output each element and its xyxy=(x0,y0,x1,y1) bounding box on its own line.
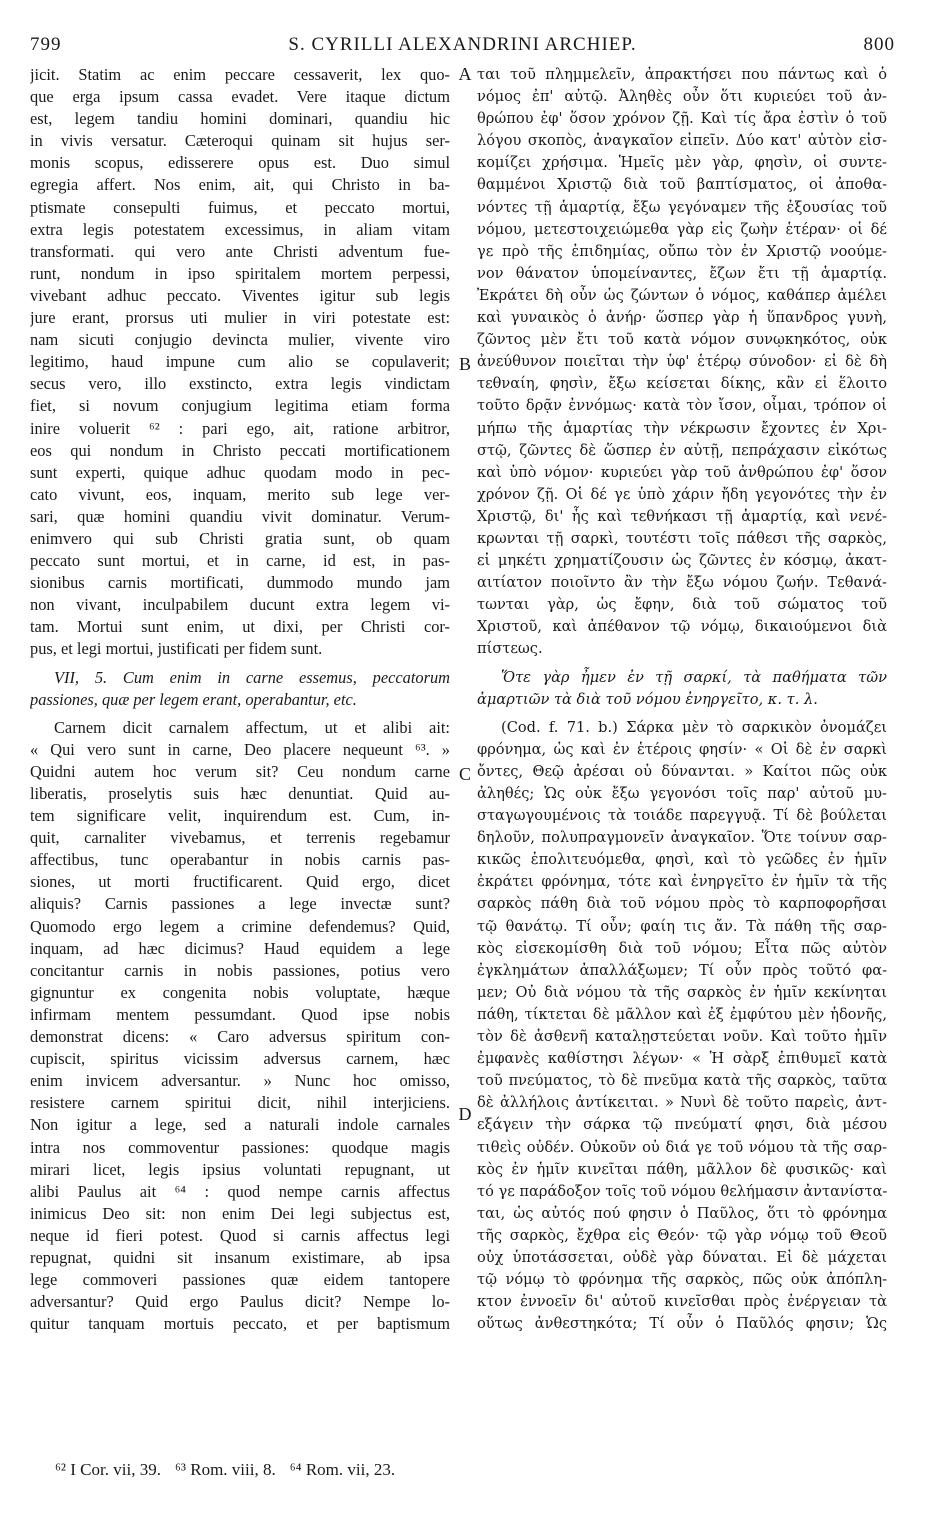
greek-text-line: νόντες τῇ ἁμαρτίᾳ, ἔξω γεγόναμεν τῆς ἐξουσίας τοῦ xyxy=(477,198,887,216)
footnote: ⁶² I Cor. vii, 39. xyxy=(55,1460,161,1479)
latin-text-line: quitur tanquam mortuis peccato, et per baptismum xyxy=(30,1314,450,1334)
greek-text-line: δηλοῦν, πολυπραγμονεῖν ἀναγκαῖον. Ὅτε τοίνυν σαρ- xyxy=(477,829,887,847)
latin-text-line: liberatis, proselytis suis hæc denuntiat. Quid au- xyxy=(30,784,450,803)
greek-section-heading: Ὅτε γὰρ ἦμεν ἐν τῇ σαρκί, τὰ παθήματα τῶν xyxy=(501,668,887,686)
latin-text-line: secus vero, illo exstincto, extra legis vindictam xyxy=(30,374,450,394)
greek-text-line: οὐχ ὑποτάσσεται, οὐδὲ γὰρ δύναται. Εἰ δὲ μάχεται xyxy=(477,1248,887,1266)
greek-text-line: κρωνται τῇ σαρκὶ, τουτέστι τοῖς πάθεσι τῆς σαρκὸς, xyxy=(477,529,887,547)
latin-text-line: est, legem tandiu homini dominari, quandiu hic xyxy=(30,109,450,129)
latin-text-line: lege commoveri passiones quæ eidem tantopere xyxy=(30,1270,450,1290)
greek-text-line: ται, ὡς αὐτός πού φησιν ὁ Παῦλος, ὅτι τὸ φρόνημα xyxy=(477,1204,887,1222)
greek-section-heading: ἁμαρτιῶν τὰ διὰ τοῦ νόμου ἐνηργεῖτο, κ. τ. λ. xyxy=(477,690,818,708)
latin-text-line: sunt experti, quique adhuc quodam modo in pec- xyxy=(30,462,450,482)
latin-text-line: extra legis potestatem excessimus, in aliam vitam xyxy=(30,219,450,239)
greek-text-line: φρόνημα, ὡς καὶ ἐν ἑτέροις φησίν· « Οἱ δὲ ἐν σαρκὶ xyxy=(477,740,887,758)
greek-text-line: (Cod. f. 71. b.) Σάρκα μὲν τὸ σαρκικὸν ὀνομάζει xyxy=(501,718,887,736)
latin-text-line: inire voluerit ⁶² : pari ego, ait, ratione arbitror, xyxy=(30,418,450,438)
margin-marker: D xyxy=(458,1104,472,1124)
latin-text-line: ptismate consepulti fuimus, et peccato mortui, xyxy=(30,197,450,217)
latin-text-line: Quidni autem hoc verum sit? Ceu nondum carne xyxy=(30,761,450,781)
greek-text-line: τωνται γὰρ, ὡς ἔφην, διὰ τοῦ σώματος τοῦ xyxy=(477,596,887,614)
greek-text-line: Ἐκράτει δὴ οὖν ὡς ζώντων ὁ νόμος, καθάπερ ἀμέλει xyxy=(477,286,887,304)
running-title: S. CYRILLI ALEXANDRINI ARCHIEP. xyxy=(288,34,637,55)
greek-text-line: νόμος ἐπ' αὐτῷ. Ἀληθὲς οὖν ὅτι κυριεύει τοῦ ἀν- xyxy=(477,88,887,106)
latin-text-line: affectibus, tunc operabantur in nobis carnis pas- xyxy=(30,850,450,870)
greek-text-line: κὸς ἐν ἡμῖν κινεῖται πάθη, μᾶλλον δὲ φυσικῶς· καὶ xyxy=(477,1160,887,1178)
page-header xyxy=(30,30,895,60)
latin-text-line: vivebant adhuc peccato. Viventes igitur sub legis xyxy=(30,285,450,305)
latin-text-line: in vivis versatur. Cæteroqui quinam sit hujus ser- xyxy=(30,131,450,151)
latin-text-line: neque id fieri potest. Quod si carnis affectus legi xyxy=(30,1225,450,1245)
latin-text-line: tam. Mortui sunt enim, ut dixi, per Christi cor- xyxy=(30,617,450,637)
latin-text-line: alibi Paulus ait ⁶⁴ : quod nempe carnis affectus xyxy=(30,1181,450,1201)
margin-marker: B xyxy=(458,354,471,374)
greek-text-line: τοῦ πνεύματος, τὸ δὲ πνεῦμα κατὰ τῆς σαρκὸς, ταῦτα xyxy=(477,1072,887,1090)
latin-text-line: runt, nondum in ipso spiritalem mortem perpessi, xyxy=(30,263,450,283)
greek-text-line: μεν; Οὐ διὰ νόμου τὰ τῆς σαρκὸς ἐν ἡμῖν κεκίνηται xyxy=(477,983,887,1001)
greek-text-line: Χριστοῦ, καὶ ἀπέθανον τῷ νόμῳ, δικαιούμενοι διὰ xyxy=(477,618,887,636)
latin-text-line: egregia affert. Nos enim, ait, qui Christo in ba- xyxy=(30,175,450,195)
greek-text-line: ἐμφανὲς καθίστησι λέγων· « Ἡ σὰρξ ἐπιθυμεῖ κατὰ xyxy=(477,1050,887,1068)
latin-text-line: cato vivunt, eos, inquam, merito sub lege ver- xyxy=(30,484,450,504)
footnotes xyxy=(55,1460,555,1480)
latin-text-line: gignuntur ex congenita nobis voluptate, hæque xyxy=(30,982,450,1002)
latin-text-line: mirari licet, legis ipsius voluntati repugnant, ut xyxy=(30,1159,450,1179)
latin-text-line: Carnem dicit carnalem affectum, ut et alibi ait: xyxy=(54,717,450,737)
greek-text-line: κικῶς ἐπολιτευόμεθα, φησὶ, καὶ τὸ γεῶδες ἐν ἡμῖν xyxy=(477,851,887,869)
latin-text-line: enim invicem adversantur. » Nunc hoc omisso, xyxy=(30,1071,450,1091)
latin-section-heading: VII, 5. Cum enim in carne essemus, peccatorum xyxy=(54,667,450,687)
latin-text-line: repugnat, quidni sit insanum existimare, ab ipsa xyxy=(30,1247,450,1267)
greek-text-line: κὸς εἰσεκομίσθη διὰ τοῦ νόμου; Εἶτα πῶς αὐτὸν xyxy=(477,939,887,957)
greek-text-line: νόμου, μετεστοιχειώμεθα γὰρ εἰς ζωὴν ἑτέραν· οἱ δέ xyxy=(477,220,887,238)
latin-text-line: resistere carnem spiritui dicit, nihil interjiciens. xyxy=(30,1093,450,1113)
latin-section-heading: passiones, quæ per legem erant, operabantur, etc. xyxy=(30,689,357,709)
latin-text-line: fiet, si novum conjugium legitima etiam forma xyxy=(30,396,450,416)
greek-text-line: Χριστῷ, δι' ἧς καὶ τεθνήκασι τῇ ἁμαρτίᾳ, καὶ νενέ- xyxy=(477,507,887,525)
latin-text-line: jure erant, prorsus uti mulier in viri potestate est: xyxy=(30,308,450,328)
greek-text-line: τῆς σαρκὸς, ἔχθρα εἰς Θεόν· τῷ γὰρ νόμῳ τοῦ Θεοῦ xyxy=(477,1226,887,1244)
greek-text-line: οὕτως ἀνθεστηκότα; Τί οὖν ὁ Παῦλός φησιν; Ὡς xyxy=(477,1315,887,1333)
greek-text-line: τό γε παράδοξον τοῖς τοῦ νόμου θελήμασιν ἀντανίστα- xyxy=(477,1182,887,1200)
greek-text-line: γε πρὸ τῆς ἐπιδημίας, οὔπω τὸν ἐν Χριστῷ νοούμε- xyxy=(477,242,887,260)
margin-marker: C xyxy=(458,764,471,784)
greek-text-line: τεθναίη, φησὶν, ἔξω κείσεται δίκης, κἂν εἰ ἕλοιτο xyxy=(477,375,887,393)
latin-text-line: inquam, ad hæc dicimus? Haud equidem a lege xyxy=(30,938,450,958)
greek-text-line: χρόνον ζῇ. Οἱ δέ γε ὑπὸ χάριν ἤδη γεγονότες τὴν ἐν xyxy=(477,485,887,503)
latin-text-line: adversantur? Quid ergo Paulus dicit? Nempe lo- xyxy=(30,1292,450,1312)
latin-text-line: pus, et legi mortui, justificati per fidem sunt. xyxy=(30,639,323,659)
greek-text-line: καὶ γυναικὸς ὁ ἀνήρ· ὥσπερ γὰρ ἡ ὕπανδρος γυνὴ, xyxy=(477,309,887,327)
greek-text-line: ται τοῦ πλημμελεῖν, ἀπρακτήσει που πάντως καὶ ὁ xyxy=(477,66,887,83)
latin-text-line: Non igitur a lege, sed a naturali indole carnales xyxy=(30,1115,450,1135)
greek-text-line: πίστεως. xyxy=(477,640,543,658)
latin-text-line: « Qui vero sunt in carne, Deo placere nequeunt ⁶³. » xyxy=(30,739,450,759)
latin-text-line: monis scopus, edisserere opus est. Duo simul xyxy=(30,153,450,173)
latin-text-line: que erga ipsum cassa evadet. Vere itaque dictum xyxy=(30,87,450,107)
latin-text-line: siones, ut morti fructificarent. Quid ergo, dicet xyxy=(30,872,450,892)
greek-text-line: τῷ νόμῳ τὸ φρόνημα τῆς σαρκὸς, πῶς οὐκ ἀπόπλη- xyxy=(477,1271,887,1289)
latin-text-line: enimvero qui sub Christi gratia sunt, ob quam xyxy=(30,528,450,548)
latin-text-line: legitimo, haud impune cum alio se copulaverit; xyxy=(30,352,450,372)
greek-text-line: θαμμένοι Χριστῷ διὰ τοῦ βαπτίσματος, οἱ ἀποθα- xyxy=(477,176,887,194)
latin-text-line: non vivant, inculpabilem ducunt extra legem vi- xyxy=(30,595,450,615)
greek-text-line: τὸν δὲ ἀσθενῆ καταλῃστεύεται νοῦν. Καὶ τοῦτο ἡμῖν xyxy=(477,1028,887,1046)
greek-text-line: εξάγειν τὴν σάρκα τῷ πνεύματί φησι, διὰ μέσου xyxy=(477,1116,887,1134)
page-number-left: 799 xyxy=(30,34,62,55)
greek-text-line: τιθεὶς οὐδέν. Οὐκοῦν οὐ διά γε τοῦ νόμου τὰ τῆς σαρ- xyxy=(477,1138,887,1156)
latin-text-line: tem significare velit, inquirendum est. Cum, in- xyxy=(30,806,450,826)
greek-text-line: ζῶντος μὲν ἔτι τοῦ κατὰ νόμον συνῳκηκότος, οὐκ xyxy=(477,331,887,349)
greek-text-line: αιτίατον ποιοῖντο ἂν τὴν ἔξω νόμου ζωήν. Τεθανά- xyxy=(477,574,887,592)
greek-text-line: θρώπου ἐφ' ὅσον χρόνον ζῇ. Καὶ τίς ἄρα ἐστὶν ὁ τοῦ xyxy=(477,110,887,128)
latin-text-line: intra nos commoventur passiones: quodque magis xyxy=(30,1137,450,1157)
greek-text-line: τῷ θανάτῳ. Τί οὖν; φαίη τις ἄν. Τὰ πάθη τῆς σαρ- xyxy=(477,917,887,935)
greek-text-line: ἀνεύθυνον ποιεῖται τὴν ὑφ' ἑτέρῳ σύνοδον· εἰ δὲ δὴ xyxy=(477,353,887,371)
footnote: ⁶⁴ Rom. vii, 23. xyxy=(289,1460,396,1479)
latin-text-line: Quomodo ergo legem a crimine defendemus? Quid, xyxy=(30,916,450,936)
greek-text-line: κτον ἐννοεῖν δι' αὐτοῦ κινεῖσθαι πρὸς ἐνέργειαν τὰ xyxy=(477,1293,887,1311)
greek-text-line: νον θάνατον ὑπομείναντες, ἔζων ἔτι τῇ ἁμαρτίᾳ. xyxy=(477,264,887,282)
greek-text-line: σαρκὸς πάθη διὰ τοῦ νόμου πρὸς τὸ καρποφορῆσαι xyxy=(477,895,887,913)
latin-text-line: sionibus carnis mortificati, dummodo mundo jam xyxy=(30,573,450,593)
latin-text-line: infirmam mentem pessumdant. Quod ipse nobis xyxy=(30,1004,450,1024)
latin-text-line: sari, quæ homini quandiu vivit dominatur. Verum- xyxy=(30,506,450,526)
greek-text-line: ἐκράτει φρόνημα, τότε καὶ ἐνηργεῖτο ἐν ἡμῖν τὰ τῆς xyxy=(477,873,887,891)
greek-text-line: ἐγκλημάτων ἀπαλλάξωμεν; Τί οὖν πρὸς τοῦτό φα- xyxy=(477,961,887,979)
greek-text-line: λόγου σκοπὸς, ἀναγκαῖον εἰπεῖν. Δύο κατ' αὐτὸν εἰσ- xyxy=(477,132,887,150)
latin-text-line: quit, carnaliter vivebamus, et terrenis regebamur xyxy=(30,828,450,848)
greek-text-line: τοῦτο δρᾷν ἐννόμως· κατὰ τὸν ἴσον, οἶμαι, τρόπον οἱ xyxy=(477,397,887,415)
page-number-right: 800 xyxy=(863,34,895,55)
greek-text-line: δὲ ἀλλήλοις ἀντίκειται. » Νυνὶ δὲ τοῦτο παρεὶς, ἀντ- xyxy=(477,1094,887,1112)
latin-text-line: aliquis? Carnis passiones a lege invectæ sunt? xyxy=(30,894,450,914)
footnote: ⁶³ Rom. viii, 8. xyxy=(174,1460,276,1479)
margin-marker: A xyxy=(458,64,472,84)
latin-text-line: cupiscit, spiritus vicissim adversus carnem, hæc xyxy=(30,1049,450,1069)
latin-text-line: eos qui nondum in Christo peccati mortificationem xyxy=(30,440,450,460)
latin-text-line: concitantur carnis in nobis passiones, potius vero xyxy=(30,960,450,980)
greek-text-line: ὄντες, Θεῷ ἀρέσαι οὐ δύνανται. » Καίτοι πῶς οὐκ xyxy=(477,762,887,780)
greek-text-line: κομίζει χρήσιμα. Ἡμεῖς μὲν γὰρ, φησὶν, οἱ συντε- xyxy=(477,154,887,172)
latin-text-line: transformati. qui vero ante Christi adventum fue- xyxy=(30,241,450,261)
latin-text-line: inimicus Deo sit: non enim Dei legi subjectus est, xyxy=(30,1203,450,1223)
greek-text-line: ἀληθές; Ὡς οὐκ ἔξω γεγονόσι τοῖς παρ' αὐτοῦ μυ- xyxy=(477,785,887,802)
latin-text-line: peccato sunt mortui, et in carne, id est, in pas- xyxy=(30,551,450,571)
greek-text-line: σταγωγουμένοις τὰ τοιάδε παρεγγυᾷ. Τί δὲ βούλεται xyxy=(477,807,887,825)
greek-text-line: πάθη, τίκτεται δὲ μᾶλλον καὶ ἐξ ἐμφύτου μὲν ἡδονῆς, xyxy=(477,1005,887,1023)
greek-text-line: εἰ μηκέτι χρηματίζουσιν ὡς ζῶντες ἐν κόσμῳ, ἀκατ- xyxy=(477,552,887,570)
latin-text-line: nam sicuti conjugio devincta mulier, vivente viro xyxy=(30,330,450,350)
greek-text-line: καὶ ὑπὸ νόμον· κυριεύει γὰρ τοῦ ἀνθρώπου ἐφ' ὅσον xyxy=(477,463,887,481)
greek-text-line: μήπω τῆς ἁμαρτίας τὴν νέκρωσιν ἔχοντες ἐν Χρι- xyxy=(477,419,887,437)
latin-text-line: jicit. Statim ac enim peccare cessaverit, lex quo- xyxy=(30,65,450,84)
latin-column xyxy=(30,64,450,1335)
greek-text-line: στῷ, ζῶντες δὲ ὥσπερ ἐν αὐτῇ, πεπράχασιν εἰκότως xyxy=(477,441,887,459)
greek-column xyxy=(477,64,887,1335)
latin-text-line: demonstrat dicens: « Caro adversus spiritum con- xyxy=(30,1027,450,1047)
